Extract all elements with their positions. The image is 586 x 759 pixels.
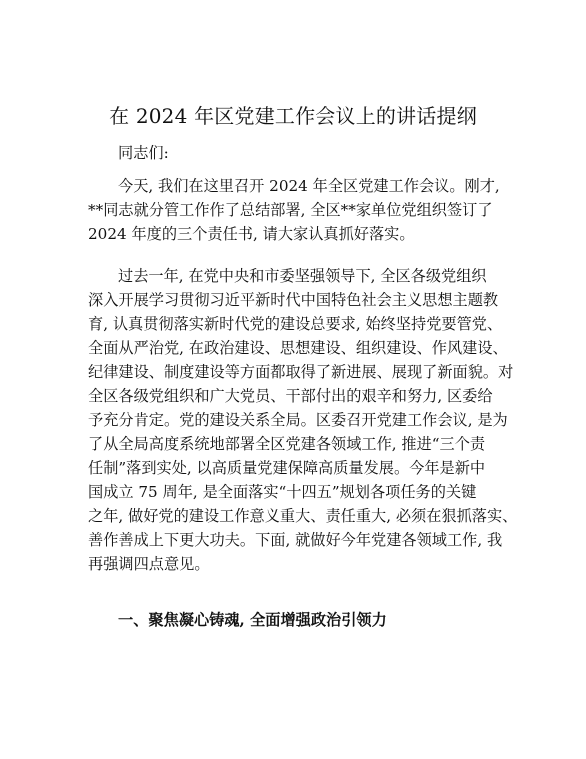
paragraph-2-line-2: 深入开展学习贯彻习近平新时代中国特色社会主义思想主题教 <box>88 291 499 309</box>
paragraph-2-line-8: 了从全局高度系统地部署全区党建各领域工作, 推进“三个责 <box>88 435 486 453</box>
document-title: 在 2024 年区党建工作会议上的讲话提纲 <box>109 104 477 128</box>
paragraph-1-line-2: **同志就分管工作作了总结部署, 全区**家单位党组织签订了 <box>88 201 493 219</box>
paragraph-2-line-1: 过去一年, 在党中央和市委坚强领导下, 全区各级党组织 <box>118 267 487 285</box>
paragraph-2-line-4: 全面从严治党, 在政治建设、思想建设、组织建设、作风建设、 <box>88 339 508 357</box>
paragraph-2-line-6: 全区各级党组织和广大党员、干部付出的艰辛和努力, 区委给 <box>88 387 493 405</box>
paragraph-2-line-11: 之年, 做好党的建设工作意义重大、责任重大, 必须在狠抓落实、 <box>88 507 518 525</box>
section-heading-1: 一、聚焦凝心铸魂, 全面增强政治引领力 <box>118 611 387 629</box>
paragraph-2-line-9: 任制”落到实处, 以高质量党建保障高质量发展。今年是新中 <box>88 459 486 477</box>
paragraph-1-line-3: 2024 年度的三个责任书, 请大家认真抓好落实。 <box>88 225 415 243</box>
paragraph-2-line-12: 善作善成上下更大功夫。下面, 就做好今年党建各领域工作, 我 <box>88 531 503 549</box>
paragraph-2-line-13: 再强调四点意见。 <box>88 555 210 573</box>
paragraph-2-line-7: 予充分肯定。党的建设关系全局。区委召开党建工作会议, 是为 <box>88 411 508 429</box>
paragraph-2-line-3: 育, 认真贯彻落实新时代党的建设总要求, 始终坚持党要管党、 <box>88 315 503 333</box>
salutation: 同志们: <box>118 144 169 162</box>
paragraph-1-line-1: 今天, 我们在这里召开 2024 年全区党建工作会议。刚才, <box>118 177 500 195</box>
paragraph-2-line-5: 纪律建设、制度建设等方面都取得了新进展、展现了新面貌。对 <box>88 363 514 381</box>
paragraph-2-line-10: 国成立 75 周年, 是全面落实“十四五”规划各项任务的关键 <box>88 483 477 501</box>
